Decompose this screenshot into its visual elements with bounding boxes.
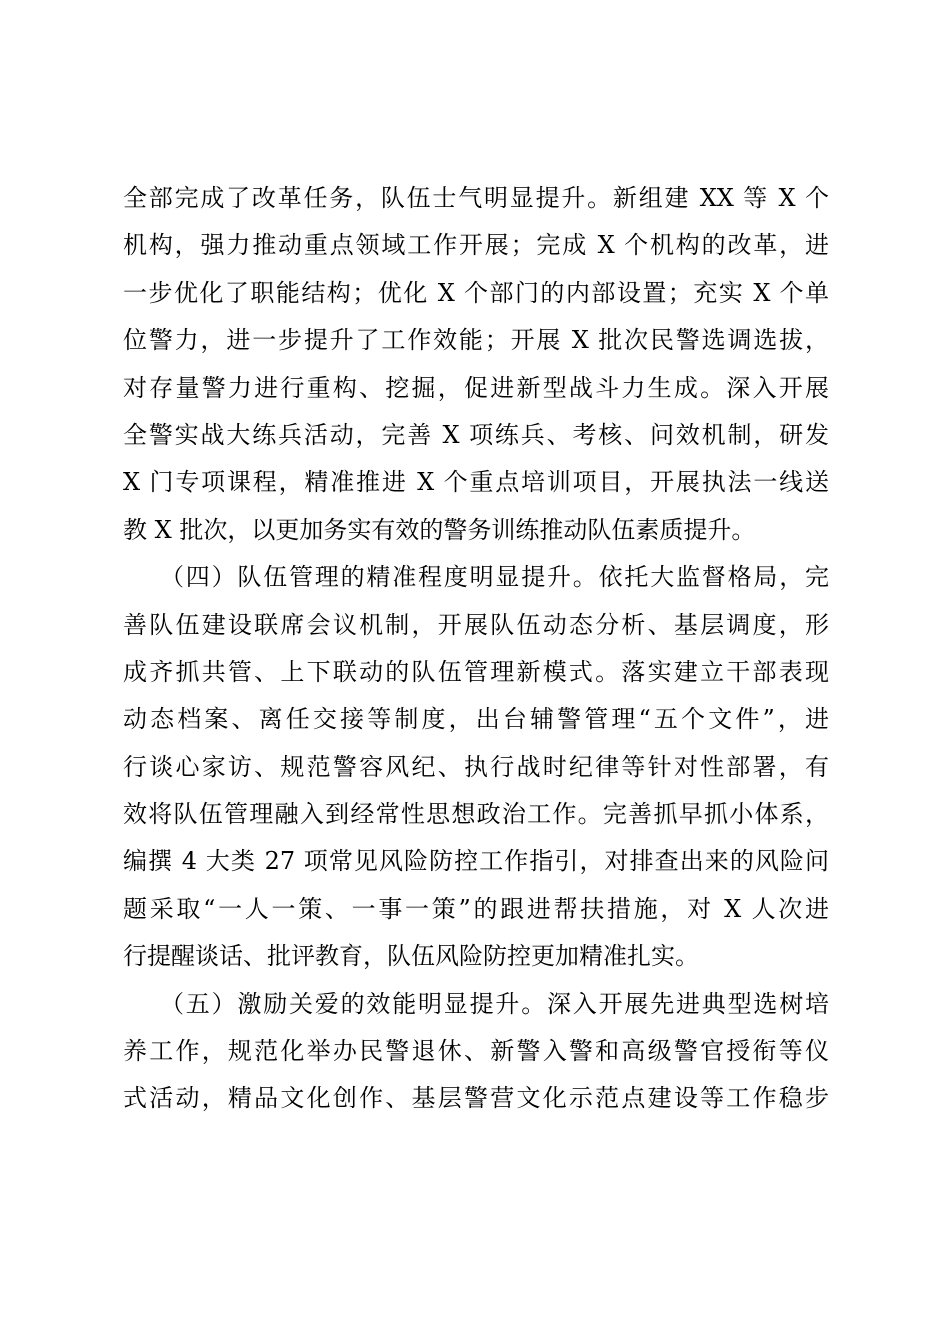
text-line: 养工作，规范化举办民警退休、新警入警和高级警官授衔等仪 [123, 1037, 829, 1066]
text-line: （五）激励关爱的效能明显提升。深入开展先进典型选树培 [160, 989, 829, 1018]
text-line: 一步优化了职能结构；优化 X 个部门的内部设置；充实 X 个单 [123, 278, 829, 307]
text-line: 全部完成了改革任务，队伍士气明显提升。新组建 XX 等 X 个 [123, 184, 829, 212]
text-line: X 门专项课程，精准推进 X 个重点培训项目，开展执法一线送 [123, 468, 829, 497]
text-line: 机构，强力推动重点领域工作开展；完成 X 个机构的改革，进 [123, 231, 829, 260]
text-line: 式活动，精品文化创作、基层警营文化示范点建设等工作稳步 [123, 1084, 829, 1113]
text-line: 教 X 批次，以更加务实有效的警务训练推动队伍素质提升。 [123, 515, 756, 544]
text-line: （四）队伍管理的精准程度明显提升。依托大监督格局，完 [160, 563, 829, 592]
text-line: 题采取“一人一策、一事一策”的跟进帮扶措施，对 X 人次进 [123, 894, 829, 923]
text-line: 成齐抓共管、上下联动的队伍管理新模式。落实建立干部表现 [123, 657, 829, 686]
text-line: 行谈心家访、规范警容风纪、执行战时纪律等针对性部署，有 [123, 752, 829, 781]
text-line: 效将队伍管理融入到经常性思想政治工作。完善抓早抓小体系， [123, 800, 829, 829]
text-line: 位警力，进一步提升了工作效能；开展 X 批次民警选调选拔， [123, 326, 829, 355]
text-line: 全警实战大练兵活动，完善 X 项练兵、考核、问效机制，研发 [123, 420, 829, 449]
text-line: 善队伍建设联席会议机制，开展队伍动态分析、基层调度，形 [123, 610, 829, 639]
document-body [123, 175, 829, 1123]
text-line: 动态档案、离任交接等制度，出台辅警管理“五个文件”，进 [123, 705, 829, 734]
text-line: 对存量警力进行重构、挖掘，促进新型战斗力生成。深入开展 [123, 373, 829, 402]
text-line: 行提醒谈话、批评教育，队伍风险防控更加精准扎实。 [123, 942, 699, 971]
text-line: 编撰 4 大类 27 项常见风险防控工作指引，对排查出来的风险问 [123, 847, 829, 876]
